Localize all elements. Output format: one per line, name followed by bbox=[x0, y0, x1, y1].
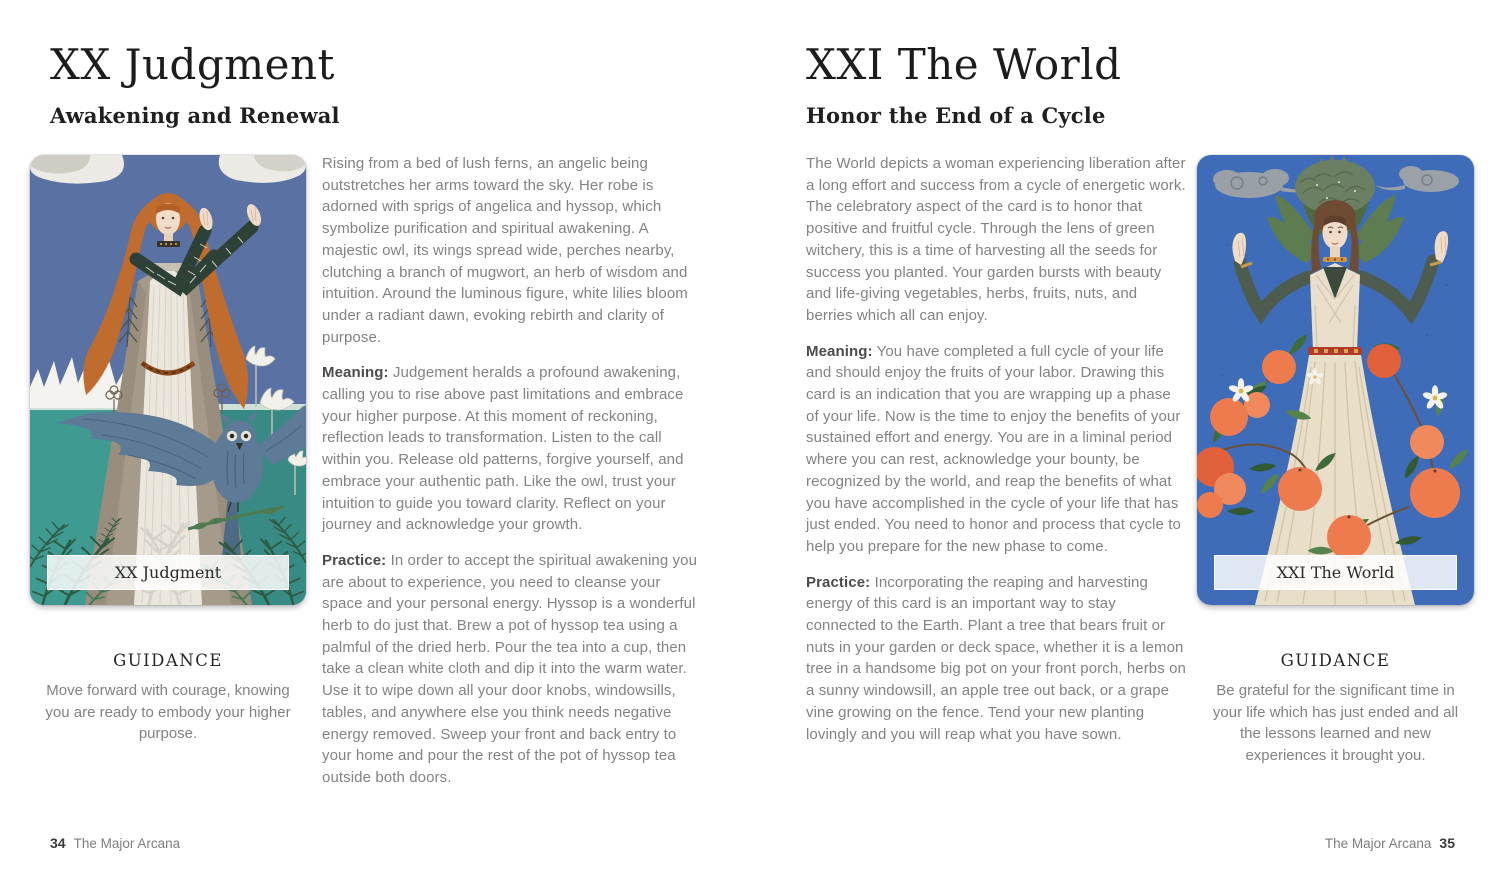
meaning-label: Meaning: bbox=[322, 364, 389, 382]
judgment-title: XX Judgment bbox=[50, 40, 335, 89]
practice-text: In order to accept the spiritual awakening you are about to experience, you need to cleanse your space and your personal energy. Hyssop is a wonderful herb to do just that. Brew a pot of hyssop tea using a palmful of the dried herb. Pour the tea into a cup, then take a clean white cloth and dip it into the warm water. Use it to wipe down all your door knobs, windowsills, tables, and anywhere else you think needs negative energy removed. Sweep your front and back entry to your home and pour the rest of the pot of hyssop tea outside both doors. bbox=[322, 551, 698, 786]
world-subtitle: Honor the End of a Cycle bbox=[806, 103, 1106, 128]
world-card bbox=[1197, 155, 1474, 605]
world-header bbox=[806, 40, 1122, 128]
page-world bbox=[750, 0, 1500, 889]
world-text-column bbox=[806, 153, 1186, 759]
judgment-guidance bbox=[30, 651, 306, 745]
judgment-card bbox=[30, 155, 306, 605]
world-practice-paragraph bbox=[806, 572, 1186, 746]
world-title: XXI The World bbox=[806, 40, 1122, 89]
judgment-header bbox=[50, 40, 340, 128]
world-guidance-heading: GUIDANCE bbox=[1280, 651, 1391, 670]
practice-label: Practice: bbox=[322, 551, 387, 569]
page-number-left: 34 bbox=[50, 835, 66, 851]
practice-text: Incorporating the reaping and harvesting energy of this card is an important way to stay connected to the Earth. Plant a tree that bears fruit or nuts in your garden or deck space, whether it is a lemon tree in a handsome big pot on your front porch, herbs on a sunny windowsill, an apple tree out back, or a grape vine growing on the fence. Tend your new planting lovingly and you will reap what you have sown. bbox=[806, 573, 1186, 743]
world-card-name: XXI The World bbox=[1276, 563, 1395, 582]
footer-right bbox=[1325, 835, 1455, 851]
world-guidance-text: Be grateful for the significant time in your life which has just ended and all the lessons learned and new experiences it brought you. bbox=[1212, 682, 1459, 764]
judgment-intro-paragraph: Rising from a bed of lush ferns, an angelic being outstretches her arms toward the sky. Her robe is adorned with sprigs of angelica and hyssop, which symbolize purification and spiritual awakening. A majestic owl, its wings spread wide, perches nearby, clutching a branch of mugwort, an herb of wisdom and intuition. Around the luminous figure, white lilies bloom under a radiant dawn, evoking rebirth and clarity of purpose. bbox=[322, 155, 688, 346]
judgment-meaning-paragraph bbox=[322, 362, 702, 536]
world-guidance bbox=[1197, 651, 1474, 766]
meaning-label: Meaning: bbox=[806, 342, 873, 360]
footer-left bbox=[50, 835, 180, 851]
judgment-card-name-band bbox=[47, 555, 289, 590]
footer-section-left: The Major Arcana bbox=[73, 836, 181, 851]
world-intro-paragraph: The World depicts a woman experiencing liberation after a long effort and success from a cycle of energetic work. The celebratory aspect of the card is to honor that positive and fruitful cycle. Through the lens of green witchery, this is a time of harvesting all the seeds for success you planted. Your garden bursts with beauty and life-giving vegetables, herbs, fruits, nuts, and berries which all can enjoy. bbox=[806, 155, 1186, 324]
judgment-subtitle: Awakening and Renewal bbox=[50, 103, 340, 128]
judgment-card-name: XX Judgment bbox=[114, 563, 222, 582]
practice-label: Practice: bbox=[806, 573, 871, 591]
judgment-guidance-heading: GUIDANCE bbox=[113, 651, 223, 670]
world-card-column bbox=[1197, 155, 1474, 766]
world-card-name-band bbox=[1214, 555, 1457, 590]
world-card-illustration bbox=[1197, 155, 1474, 605]
judgment-text-column bbox=[322, 153, 702, 803]
meaning-text: Judgement heralds a profound awakening, calling you to rise above past limitations and embrace your higher purpose. At this moment of reckoning, reflection leads to transformation. Listen to the call within you. Release old patterns, forgive yourself, and embrace your authentic path. Like the owl, trust your intuition to guide you toward clarity. Reflect on your journey and acknowledge your growth. bbox=[322, 364, 684, 534]
page-number-right: 35 bbox=[1439, 835, 1455, 851]
judgment-guidance-text: Move forward with courage, knowing you are ready to embody your higher purpose. bbox=[45, 682, 291, 742]
world-meaning-paragraph bbox=[806, 341, 1186, 558]
judgment-practice-paragraph bbox=[322, 550, 702, 789]
footer-section-right: The Major Arcana bbox=[1324, 836, 1432, 851]
judgment-card-column bbox=[30, 155, 306, 745]
meaning-text: You have completed a full cycle of your life and should enjoy the fruits of your labor. Drawing this card is an indication that you are wrapping up a phase of your life. Now is the time to enjoy the benefits of your sustained effort and energy. You are in a liminal period where you can rest, acknowledge your bounty, be recognized by the world, and reap the benefits of what you have accomplished in the cycle of your life that has just ended. You need to honor and process that cycle to help you prepare for the new phase to come. bbox=[806, 342, 1181, 555]
judgment-card-illustration bbox=[30, 155, 306, 605]
